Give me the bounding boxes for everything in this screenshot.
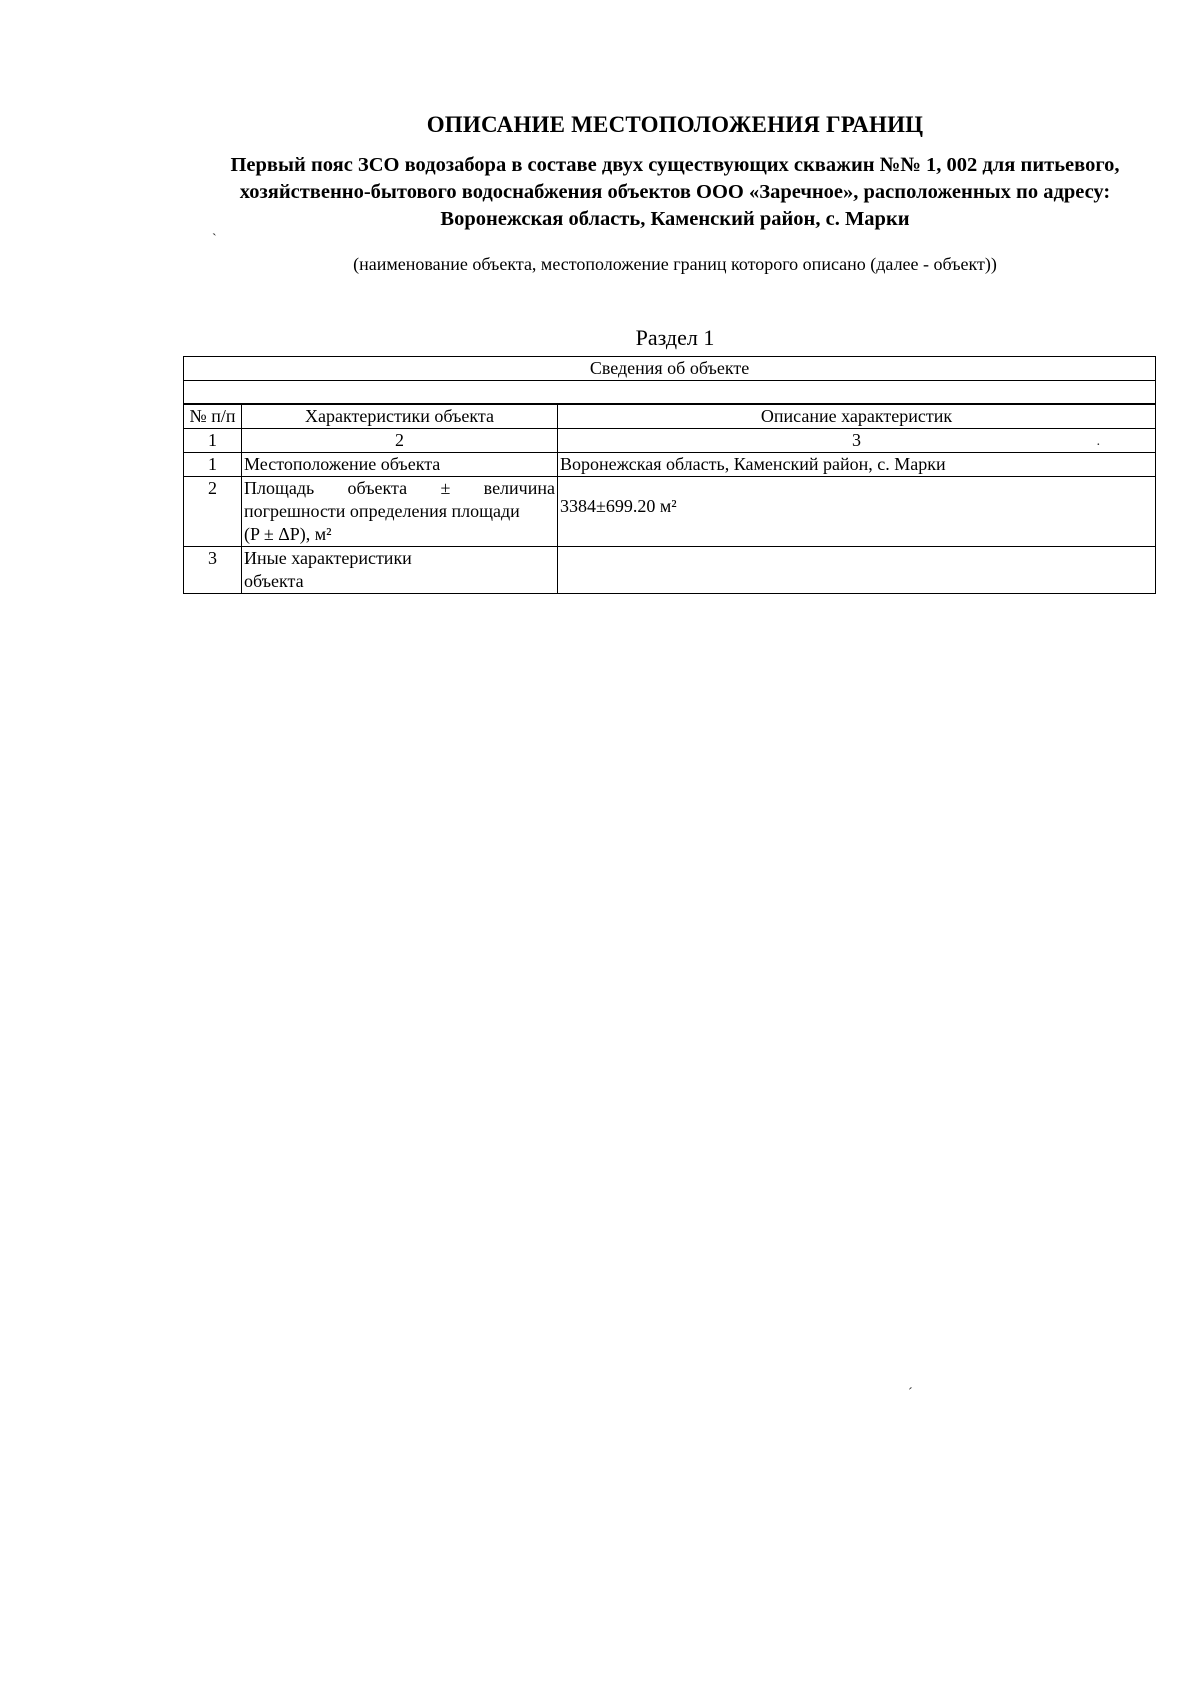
row-characteristic: Местоположение объекта <box>242 453 558 477</box>
object-info-table <box>183 356 1156 594</box>
column-number: 1 <box>184 429 242 453</box>
column-number: 2 <box>242 429 558 453</box>
table-spacer-row <box>184 381 1156 405</box>
table-column-numbers <box>184 429 1156 453</box>
row-description <box>558 547 1156 594</box>
table-header: Сведения об объекте <box>184 357 1156 381</box>
table-row <box>184 477 1156 547</box>
row-description: Воронежская область, Каменский район, с. Марки <box>558 453 1156 477</box>
column-number: 3 <box>558 429 1156 453</box>
column-header-description: Описание характеристик <box>558 404 1156 429</box>
page-title: ОПИСАНИЕ МЕСТОПОЛОЖЕНИЯ ГРАНИЦ <box>426 112 924 137</box>
row-num: 2 <box>184 477 242 547</box>
section-title: Раздел 1 <box>635 325 715 350</box>
row-characteristic-word: объекта <box>347 478 408 498</box>
scan-speck: ˊ <box>908 1386 913 1401</box>
table-row <box>184 453 1156 477</box>
object-name-line: хозяйственно-бытового водоснабжения объектов ООО «Заречное», расположенных по адресу: <box>239 181 1111 203</box>
scan-speck: ˋ <box>212 232 217 247</box>
row-description: 3384±699.20 м² <box>558 477 1156 547</box>
table-row <box>184 547 1156 594</box>
object-caption: (наименование объекта, местоположение границ которого описано (далее - объект)) <box>353 254 997 274</box>
scan-speck: · <box>1096 438 1101 453</box>
row-characteristic-word: Площадь <box>244 478 315 498</box>
row-characteristic-line: (P ± ΔP), м² <box>244 524 332 544</box>
object-name <box>180 152 1170 233</box>
row-num: 3 <box>184 547 242 594</box>
column-header-characteristic: Характеристики объекта <box>242 404 558 429</box>
table-column-headers <box>184 404 1156 429</box>
row-characteristic-word: ± <box>440 478 451 498</box>
row-characteristic-line: объекта <box>244 571 304 591</box>
row-characteristic-line: Иные характеристики <box>244 548 412 568</box>
row-characteristic <box>242 477 558 547</box>
row-characteristic <box>242 547 558 594</box>
row-characteristic-line: погрешности определения площади <box>244 501 520 521</box>
row-characteristic-word: величина <box>483 478 555 498</box>
row-num: 1 <box>184 453 242 477</box>
object-name-line: Первый пояс ЗСО водозабора в составе двух существующих скважин №№ 1, 002 для питьевого, <box>230 154 1120 176</box>
column-header-num: № п/п <box>184 404 242 429</box>
object-name-line: Воронежская область, Каменский район, с. Марки <box>440 208 910 230</box>
